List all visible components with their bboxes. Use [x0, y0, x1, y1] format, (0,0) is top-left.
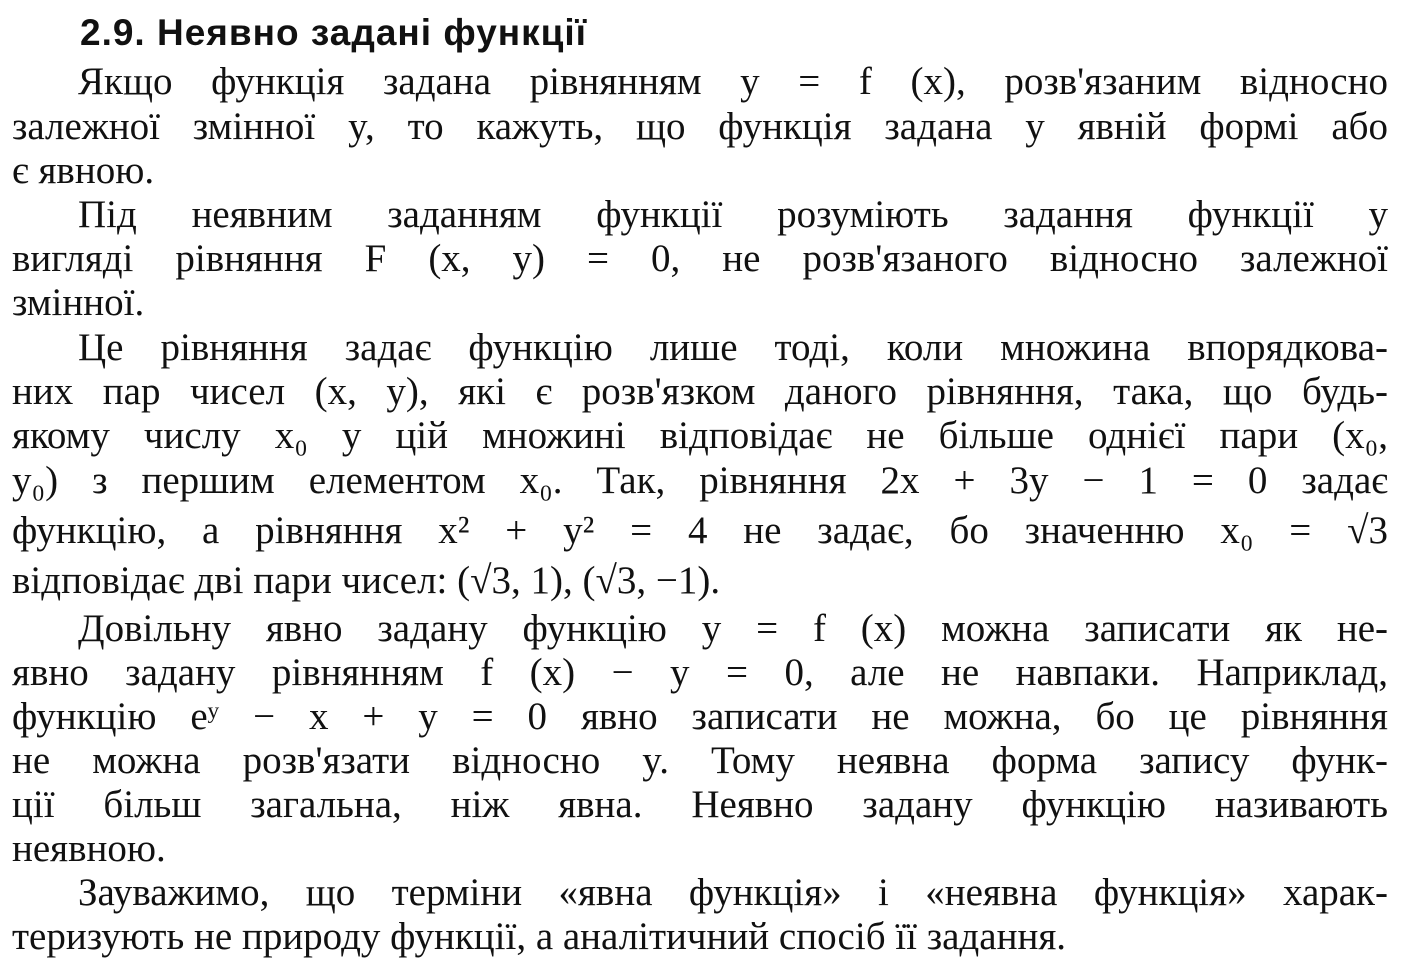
text-line: Зауважимо, що терміни «явна функція» і «неявна функція» харак- — [78, 871, 1388, 914]
section-heading — [80, 10, 587, 56]
section-number: 2.9. — [80, 12, 146, 53]
text-line: якому числу x₀ у цій множині відповідає не більше однієї пари (x₀, — [12, 414, 1388, 457]
text-line: ції більш загальна, ніж явна. Неявно задану функцію називають — [12, 783, 1388, 826]
text-line: Під неявним заданням функції розуміють задання функції у — [78, 193, 1388, 236]
text-line: функцію, а рівняння x² + y² = 4 не задає, бо значенню x₀ = √3 — [12, 509, 1388, 552]
text-line: неявною. — [12, 827, 166, 870]
text-line: не можна розв'язати відносно y. Тому неявна форма запису функ- — [12, 739, 1388, 782]
text-line: є явною. — [12, 149, 155, 192]
text-line: них пар чисел (x, y), які є розв'язком даного рівняння, така, що будь- — [12, 370, 1388, 413]
text-line: функцію eʸ − x + y = 0 явно записати не можна, бо це рівняння — [12, 695, 1388, 738]
text-line: теризують не природу функції, а аналітичний спосіб її задання. — [12, 915, 1067, 958]
text-line: змінної. — [12, 281, 145, 324]
text-line: y₀) з першим елементом x₀. Так, рівняння 2x + 3y − 1 = 0 задає — [12, 459, 1388, 502]
section-title: Неявно задані функції — [157, 12, 588, 53]
text-line: Це рівняння задає функцію лише тоді, коли множина впорядкова- — [78, 326, 1388, 369]
text-line: явно задану рівнянням f (x) − y = 0, але не навпаки. Наприклад, — [12, 651, 1388, 694]
text-line: відповідає дві пари чисел: (√3, 1), (√3, −1). — [12, 559, 721, 602]
text-line: вигляді рівняння F (x, y) = 0, не розв'язаного відносно залежної — [12, 237, 1388, 280]
text-line: Довільну явно задану функцію y = f (x) можна записати як не- — [78, 607, 1388, 650]
text-line: Якщо функція задана рівнянням y = f (x), розв'язаним відносно — [78, 60, 1388, 103]
text-line: залежної змінної y, то кажуть, що функція задана у явній формі або — [12, 105, 1388, 148]
